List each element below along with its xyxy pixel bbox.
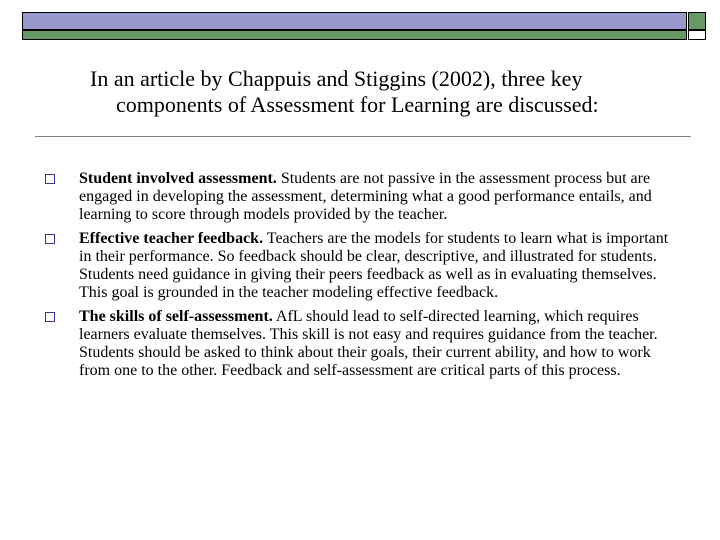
bullet-body: Students are not passive in the assessment process but are engaged in developing the assessment, determining what a good performance entails, and learning to score through models provided by the teacher. xyxy=(79,170,652,223)
header-square-green xyxy=(688,12,706,30)
header-bar-purple xyxy=(22,12,687,30)
slide-title-line-1: In an article by Chappuis and Stiggins (2002), three key xyxy=(90,66,583,91)
bullet-body: Teachers are the models for students to learn what is important in their performance. So feedback should be clear, descriptive, and illustrated for students. Students need guidance in giving their peers feedback as well as in evaluating themselves. This goal is grounded in the teacher modeling effective feedback. xyxy=(79,230,669,301)
slide-title xyxy=(90,66,670,118)
square-bullet-icon xyxy=(45,312,55,322)
bullet-heading: The skills of self-assessment. xyxy=(79,308,273,325)
bullet-heading: Effective teacher feedback. xyxy=(79,230,264,247)
square-bullet-icon xyxy=(45,234,55,244)
slide-title-line-2: components of Assessment for Learning are discussed: xyxy=(116,92,599,117)
title-divider xyxy=(35,136,691,137)
bullet-list xyxy=(45,170,675,386)
header-square-white xyxy=(688,30,706,40)
bullet-item-teacher-feedback xyxy=(45,230,675,302)
square-bullet-icon xyxy=(45,174,55,184)
header-bar-green xyxy=(22,30,687,40)
bullet-heading: Student involved assessment. xyxy=(79,170,277,187)
bullet-item-self-assessment xyxy=(45,308,675,380)
bullet-item-student-involved xyxy=(45,170,675,224)
bullet-body: AfL should lead to self-directed learning, which requires learners evaluate themselves. This skill is not easy and requires guidance from the teacher. Students should be asked to think about their goals, their current ability, and how to work from one to the other. Feedback and self-assessment are critical parts of this process. xyxy=(79,308,658,379)
